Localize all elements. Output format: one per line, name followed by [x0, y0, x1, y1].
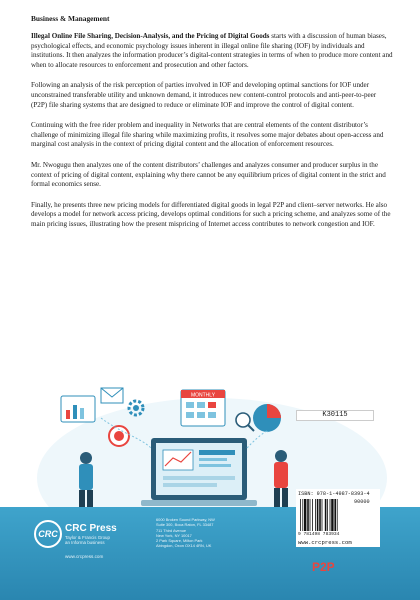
- calendar-icon: [181, 390, 225, 426]
- address-line: 6000 Broken Sound Parkway, NW: [156, 517, 215, 522]
- barcode-bar: [331, 499, 333, 531]
- address-line: Suite 300, Boca Raton, FL 33487: [156, 522, 214, 528]
- back-cover-text: [31, 14, 393, 241]
- description-paragraph-1: [31, 32, 393, 70]
- address-line: Abingdon, Oxon OX14 4RN, UK: [156, 543, 212, 549]
- barcode-bar: [327, 499, 328, 531]
- barcode-bar: [337, 499, 338, 531]
- barcode-bar: [315, 499, 316, 531]
- barcode-bar: [300, 499, 301, 531]
- publisher-group: [65, 535, 110, 546]
- category-heading: Business & Management: [31, 14, 110, 23]
- address-line: New York, NY 10017: [156, 532, 192, 538]
- barcode-bar: [317, 499, 319, 531]
- address-line: 2 Park Square, Milton Park: [156, 538, 203, 544]
- barcode-bar: [319, 499, 321, 531]
- barcode-bar: [304, 499, 306, 531]
- book-title: Illegal Online File Sharing, Decision-Analysis, and the Pricing of Digital Goods: [31, 32, 270, 40]
- publisher-logo: [34, 520, 117, 582]
- crc-logo-mark-icon: CRC: [34, 520, 62, 548]
- isbn-text: ISBN: 978-1-4987-8393-4: [298, 491, 370, 497]
- laptop-icon: [141, 438, 257, 506]
- barcode-bar: [302, 499, 303, 531]
- description-paragraph-3: Continuing with the free rider problem and inequality in Networks that are central elements of the content distributor’s challenge of minimizing illegal file sharing while maximizing profits, it resolves some major debates about open-access and marginal cost analysis in the context of pricing digital content and the allocation of enforcement resources.: [31, 121, 384, 149]
- description-paragraph-5: Finally, he presents three new pricing models for differentiated digital goods in legal P2P and client–server networks. He also develops a model for network access pricing, develops optimal conditions for such a pricing scheme, and analyzes some of the main pricing issues, illustrating how the present mispricing of Internet access contributes to network congestion and IOF.: [31, 200, 391, 228]
- pie-chart-icon: [253, 404, 281, 432]
- calendar-label: MONTHLY: [190, 392, 216, 399]
- barcode-bars-icon: [300, 499, 352, 531]
- barcode-bar: [310, 499, 311, 531]
- publisher-name: CRC Press: [65, 523, 117, 534]
- publisher-address: [156, 517, 236, 549]
- publisher-group-line-2: an Informa business: [65, 540, 105, 546]
- barcode-bar: [322, 499, 323, 531]
- description-paragraph-2: Following an analysis of the risk perception of parties involved in IOF and developing optimal sanctions for IOF under unconstrained transferable utility and unknown demand, it introduces new content-control protocols and anti-peer-to-peer (P2P) file sharing systems that are designed to reduce or eliminate IOF and improve the control of digital content.: [31, 81, 377, 109]
- p2p-label: P2P: [312, 560, 335, 574]
- barcode-bar: [330, 499, 331, 531]
- barcode-bar: [334, 499, 336, 531]
- description-paragraph-4: Mr. Nwogugu then analyzes one of the content distributors’ challenges and analyzes consumer and producer surplus in the context of pricing of digital content, explaining why there cannot be any equilibrium prices of digital content in the strict and formal economics sense.: [31, 160, 386, 189]
- barcode-bar: [325, 499, 327, 531]
- publisher-group-line-1: Taylor & Francis Group: [65, 535, 110, 540]
- barcode-bar: [307, 499, 309, 531]
- address-line: 711 Third Avenue: [156, 527, 187, 533]
- barcode-website: www.crcpress.com: [298, 539, 352, 546]
- barcode-digits: 9 781498 783934: [298, 532, 340, 537]
- isbn-barcode-block: [296, 489, 380, 547]
- barcode-bar: [312, 499, 313, 531]
- publisher-url: www.crcpress.com: [65, 554, 104, 559]
- paragraph-1-text: starts with a discussion of human biases, psychological effects, and economic psychology issues inherent in illegal online file sharing (IOF) by individuals and institutions. It then analyzes the information producer’s digital-content strategies in terms of when to produce more content and when to allocate resources to enforcement and prosecution and other factors.: [31, 32, 393, 69]
- envelope-icon: [101, 388, 123, 403]
- chart-card-icon: [61, 396, 95, 422]
- product-code-label: K30115: [296, 410, 374, 421]
- price-code: 90000: [354, 499, 370, 505]
